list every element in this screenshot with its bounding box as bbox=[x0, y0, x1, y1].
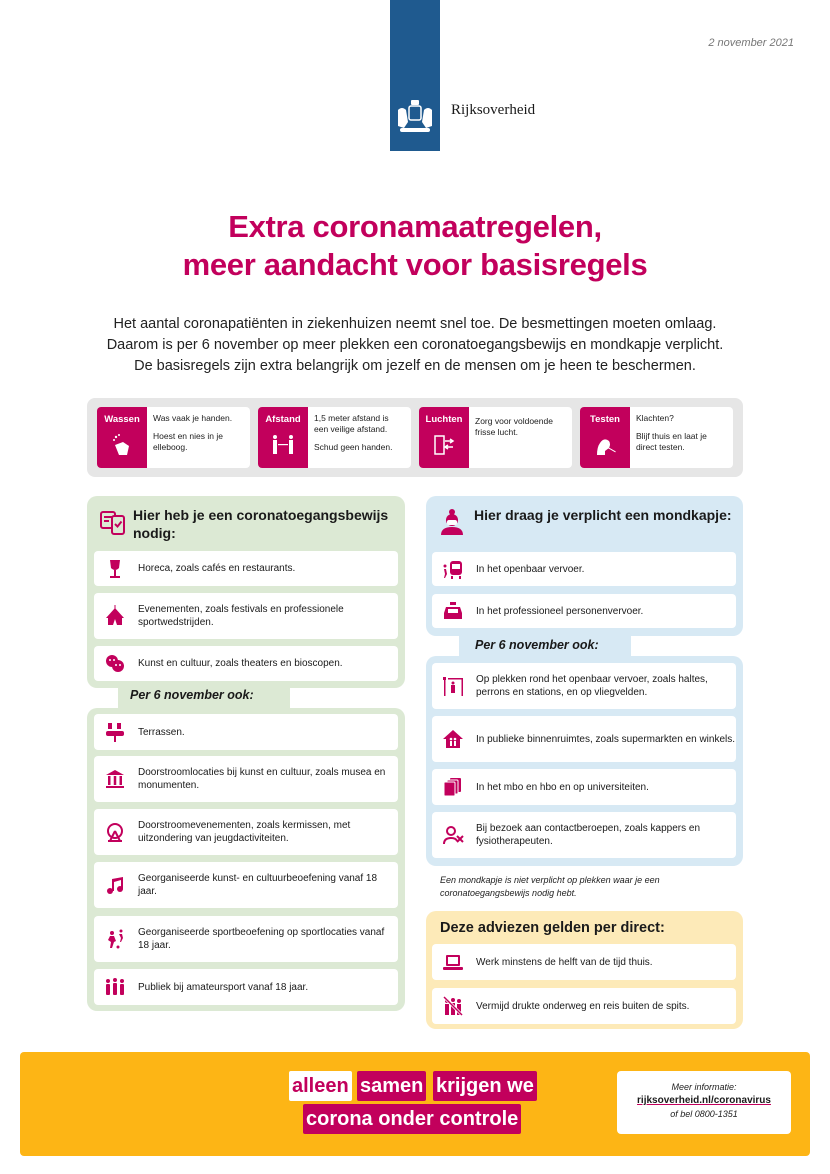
list-item-text: Werk minstens de helft van de tijd thuis. bbox=[476, 956, 653, 968]
test-swab-icon bbox=[593, 433, 617, 457]
org-name: Rijksoverheid bbox=[451, 102, 536, 118]
intro-text bbox=[0, 314, 830, 377]
basic-rule-card bbox=[258, 407, 411, 468]
basic-rule-line: 1,5 meter afstand is een veilige afstand. bbox=[314, 413, 389, 434]
more-info-box bbox=[617, 1071, 791, 1134]
list-item bbox=[94, 916, 398, 962]
list-item bbox=[94, 593, 398, 639]
list-item-text: Horeca, zoals cafés en restaurants. bbox=[138, 563, 296, 574]
face-mask-person-icon bbox=[438, 508, 466, 536]
museum-icon bbox=[104, 768, 126, 790]
basic-rule-label: Afstand bbox=[265, 414, 301, 425]
crowd-icon bbox=[104, 976, 126, 998]
distance-icon bbox=[271, 433, 295, 457]
basic-rule-badge bbox=[258, 407, 308, 468]
list-item-text: In het professioneel personenvervoer. bbox=[476, 605, 644, 617]
intro-line-3: De basisregels zijn extra belangrijk om jezelf en de mensen om je heen te beschermen. bbox=[134, 358, 696, 374]
list-item bbox=[432, 716, 736, 762]
basic-rule-line: Klachten? bbox=[636, 413, 674, 423]
list-item-text: Op plekken rond het openbaar vervoer, zoals haltes, perrons en stations, en op vliegvelden. bbox=[476, 674, 708, 698]
laptop-icon bbox=[442, 951, 464, 973]
list-item bbox=[94, 756, 398, 802]
basic-rule-line: Hoest en nies in je elleboog. bbox=[153, 431, 223, 452]
advice-heading: Deze adviezen gelden per direct: bbox=[440, 920, 665, 936]
list-item-text: Georganiseerde sportbeoefening op sportlocaties vanaf 18 jaar. bbox=[138, 927, 385, 951]
slogan-chip: samen bbox=[357, 1071, 426, 1101]
face-mask-heading: Hier draag je verplicht een mondkapje: bbox=[474, 507, 732, 523]
ferris-wheel-icon bbox=[104, 821, 126, 843]
theater-masks-icon bbox=[104, 653, 126, 675]
bus-stop-icon bbox=[442, 675, 464, 697]
list-item bbox=[94, 862, 398, 908]
hairdresser-icon bbox=[442, 824, 464, 846]
publication-date: 2 november 2021 bbox=[708, 37, 794, 49]
more-info-label: Meer informatie: bbox=[671, 1082, 737, 1092]
basic-rule-label: Wassen bbox=[104, 414, 140, 425]
access-pass-heading: Hier heb je een coronatoegangsbewijs nodig: bbox=[133, 507, 389, 541]
face-mask-note: Een mondkapje is niet verplicht op plekken waar je een coronatoegangsbewijs nodig hebt. bbox=[440, 875, 660, 898]
list-item bbox=[94, 809, 398, 855]
title-line-2: meer aandacht voor basisregels bbox=[182, 247, 648, 282]
list-item bbox=[432, 988, 736, 1024]
basic-rule-card bbox=[97, 407, 250, 468]
list-item bbox=[432, 594, 736, 628]
list-item bbox=[94, 969, 398, 1005]
page-title bbox=[0, 208, 830, 284]
intro-line-2: Daarom is per 6 november op meer plekken een coronatoegangsbewijs en mondkapje verplicht. bbox=[106, 337, 724, 353]
list-item-text: Evenementen, zoals festivals en professionele sportwedstrijden. bbox=[138, 604, 344, 628]
basic-rule-line: Was vaak je handen. bbox=[153, 413, 233, 423]
basic-rule-label: Luchten bbox=[425, 414, 463, 425]
hand-washing-icon bbox=[110, 433, 134, 457]
basic-rule-label: Testen bbox=[590, 414, 620, 425]
list-item-text: Kunst en cultuur, zoals theaters en bioscopen. bbox=[138, 658, 343, 669]
basic-rule-line: Schud geen handen. bbox=[314, 442, 393, 452]
list-item bbox=[94, 551, 398, 586]
basic-rule-text bbox=[147, 407, 250, 468]
terrace-icon bbox=[104, 721, 126, 743]
list-item bbox=[94, 714, 398, 750]
list-item-text: In publieke binnenruimtes, zoals supermarkten en winkels. bbox=[476, 733, 736, 745]
sports-icon bbox=[104, 928, 126, 950]
slogan-chip: corona onder controle bbox=[303, 1104, 521, 1134]
basic-rules-strip bbox=[87, 398, 743, 477]
list-item-text: Vermijd drukte onderweg en reis buiten de spits. bbox=[476, 1000, 690, 1012]
basic-rule-text bbox=[469, 407, 572, 468]
basic-rule-text bbox=[630, 407, 733, 468]
circus-tent-icon bbox=[104, 605, 126, 627]
ventilation-icon bbox=[432, 433, 456, 457]
coat-of-arms-icon bbox=[392, 98, 438, 138]
train-icon bbox=[442, 558, 464, 580]
basic-rule-badge bbox=[419, 407, 469, 468]
more-info-link[interactable]: rijksoverheid.nl/coronavirus bbox=[637, 1095, 771, 1106]
list-item bbox=[432, 944, 736, 980]
sub-heading: Per 6 november ook: bbox=[475, 638, 599, 652]
title-line-1: Extra coronamaatregelen, bbox=[228, 209, 602, 244]
basic-rule-badge bbox=[97, 407, 147, 468]
intro-line-1: Het aantal coronapatiënten in ziekenhuizen neemt snel toe. De besmettingen moeten omlaag. bbox=[113, 316, 717, 332]
access-pass-sub-panel bbox=[87, 708, 405, 1011]
taxi-icon bbox=[442, 600, 464, 622]
list-item bbox=[432, 552, 736, 586]
list-item-text: In het mbo en hbo en op universiteiten. bbox=[476, 781, 649, 793]
no-crowd-icon bbox=[442, 995, 464, 1017]
list-item bbox=[432, 663, 736, 709]
sub-heading: Per 6 november ook: bbox=[130, 688, 254, 702]
list-item bbox=[432, 769, 736, 805]
store-icon bbox=[442, 728, 464, 750]
basic-rule-card bbox=[580, 407, 733, 468]
basic-rule-card bbox=[419, 407, 572, 468]
books-icon bbox=[442, 776, 464, 798]
list-item-text: Doorstroomevenementen, zoals kermissen, met uitzondering van jeugdactiviteiten. bbox=[138, 820, 351, 844]
list-item-text: Terrassen. bbox=[138, 726, 185, 738]
basic-rule-line: Blijf thuis en laat je direct testen. bbox=[636, 431, 707, 452]
list-item-text: Doorstroomlocaties bij kunst en cultuur, zoals musea en monumenten. bbox=[138, 767, 386, 791]
basic-rule-line: Zorg voor voldoende frisse lucht. bbox=[475, 416, 553, 437]
music-note-icon bbox=[104, 874, 126, 896]
list-item-text: Bij bezoek aan contactberoepen, zoals kappers en fysiotherapeuten. bbox=[476, 823, 701, 847]
list-item-text: In het openbaar vervoer. bbox=[476, 563, 585, 575]
list-item-text: Publiek bij amateursport vanaf 18 jaar. bbox=[138, 981, 309, 993]
phone-number: of bel 0800-1351 bbox=[670, 1109, 738, 1119]
qr-certificate-icon bbox=[99, 508, 127, 536]
slogan-chip: krijgen we bbox=[433, 1071, 537, 1101]
basic-rule-text bbox=[308, 407, 411, 468]
wine-glass-icon bbox=[104, 558, 126, 580]
slogan-chip: alleen bbox=[289, 1071, 352, 1101]
list-item bbox=[94, 646, 398, 681]
list-item bbox=[432, 812, 736, 858]
list-item-text: Georganiseerde kunst- en cultuurbeoefening vanaf 18 jaar. bbox=[138, 873, 378, 897]
basic-rule-badge bbox=[580, 407, 630, 468]
